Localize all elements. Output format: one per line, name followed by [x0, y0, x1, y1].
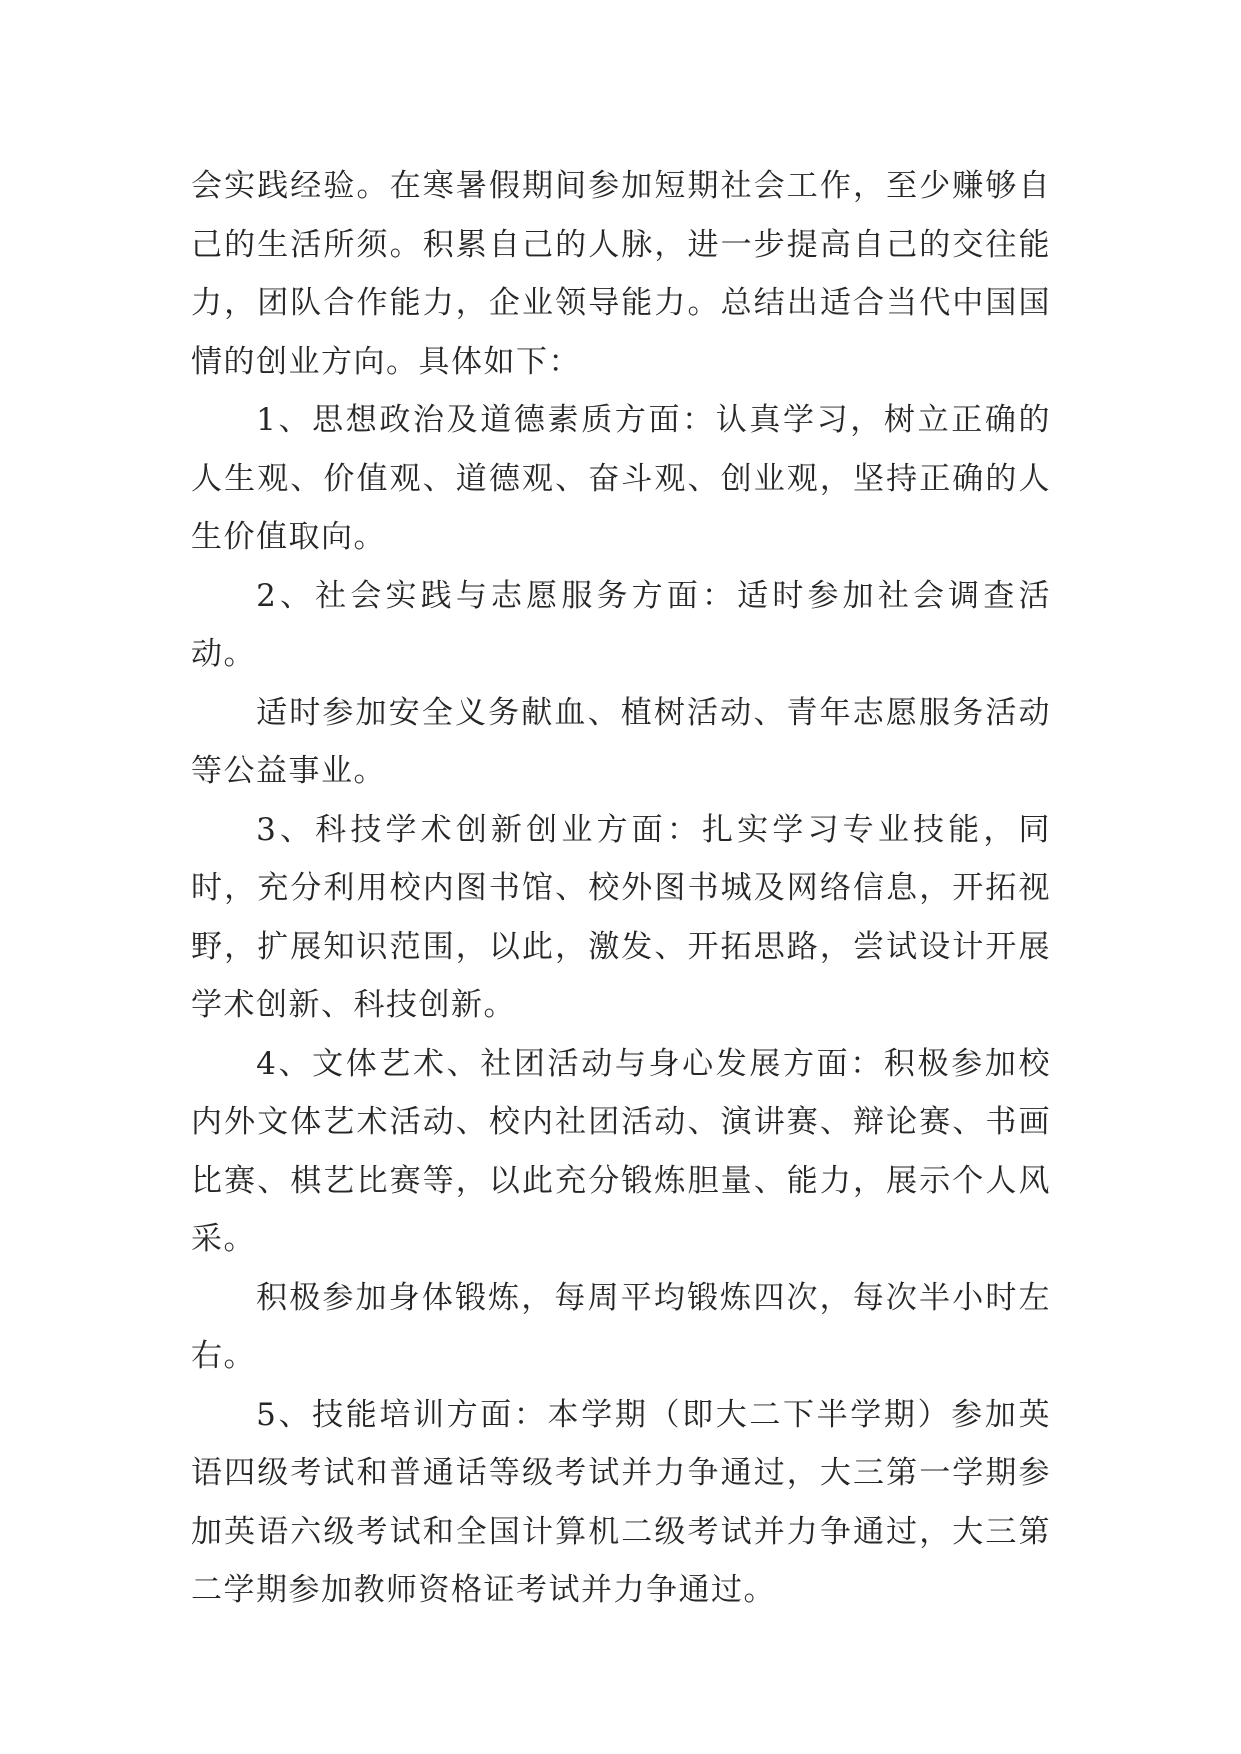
paragraph-item-4-arts-clubs: 4、文体艺术、社团活动与身心发展方面：积极参加校内外文体艺术活动、校内社团活动、演讲赛、辩论赛、书画比赛、棋艺比赛等，以此充分锻炼胆量、能力，展示个人风采。 — [191, 1045, 1051, 1257]
paragraph-item-2-social-practice: 2、社会实践与志愿服务方面：适时参加社会调查活动。 — [191, 577, 1051, 672]
body-text — [191, 157, 1051, 1620]
paragraph-item-5-skills-training: 5、技能培训方面：本学期（即大二下半学期）参加英语四级考试和普通话等级考试并力争通过，大三第一学期参加英语六级考试和全国计算机二级考试并力争通过，大三第二学期参加教师资格证考试并力争通过。 — [191, 1396, 1051, 1608]
paragraph-item-1-ideology: 1、思想政治及道德素质方面：认真学习，树立正确的人生观、价值观、道德观、奋斗观、创业观，坚持正确的人生价值取向。 — [191, 402, 1051, 555]
paragraph-volunteer-activities: 适时参加安全义务献血、植树活动、青年志愿服务活动等公益事业。 — [191, 694, 1051, 789]
paragraph-intro-continued: 会实践经验。在寒暑假期间参加短期社会工作，至少赚够自己的生活所须。积累自己的人脉，进一步提高自己的交往能力，团队合作能力，企业领导能力。总结出适合当代中国国情的创业方向。具体如下： — [191, 168, 1051, 380]
paragraph-physical-exercise: 积极参加身体锻炼，每周平均锻炼四次，每次半小时左右。 — [191, 1279, 1051, 1374]
paragraph-item-3-innovation: 3、科技学术创新创业方面：扎实学习专业技能，同时，充分利用校内图书馆、校外图书城及网络信息，开拓视野，扩展知识范围，以此，激发、开拓思路，尝试设计开展学术创新、科技创新。 — [191, 811, 1051, 1023]
